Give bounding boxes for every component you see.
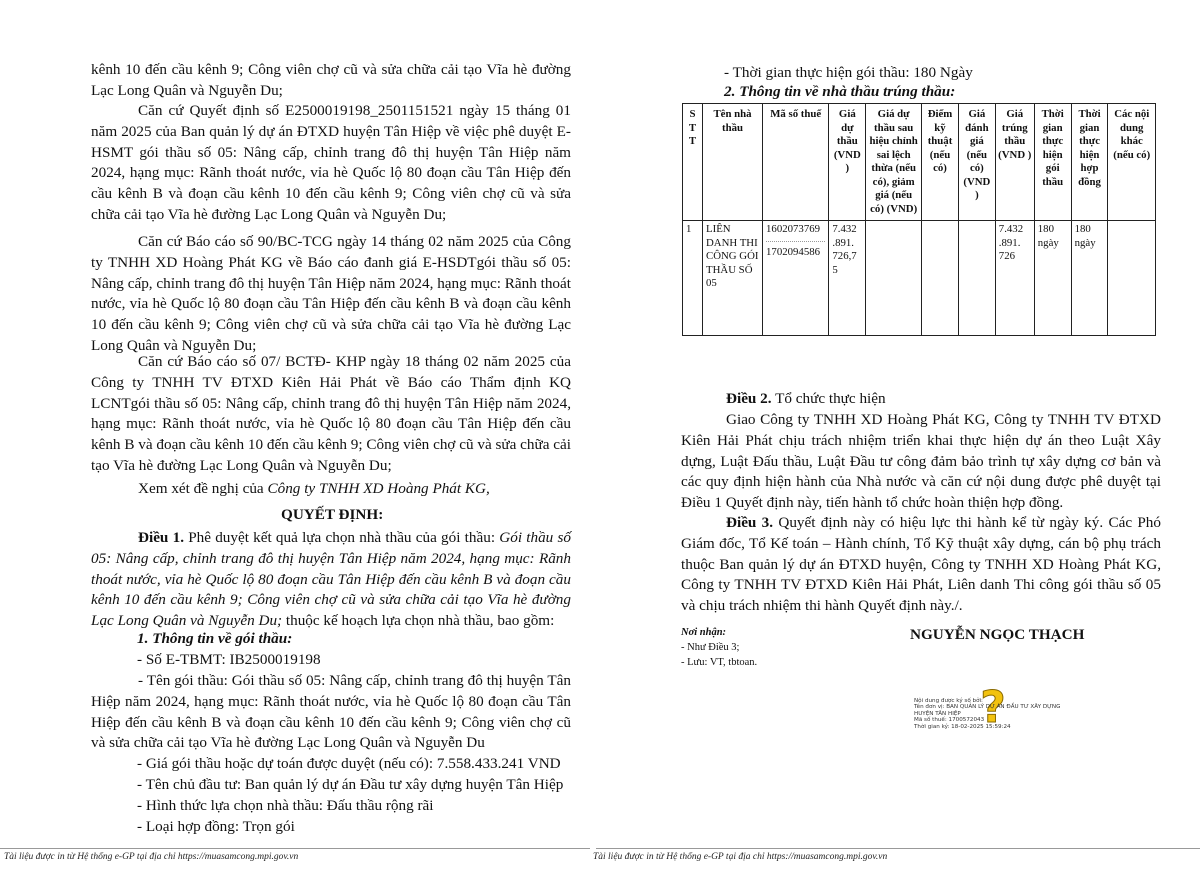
tax-code-2: 1702094586	[766, 245, 821, 258]
article-3-label: Điều 3.	[726, 514, 774, 531]
col-header-name: Tên nhà thầu	[703, 104, 763, 221]
col-header-stt: S T T	[683, 104, 703, 221]
col-header-award-price: Giá trúng thầu (VND )	[995, 104, 1034, 221]
cell-tech-score	[922, 221, 959, 336]
signature-line-3: Mã số thuế: 1700572043	[914, 717, 985, 724]
table-header-row	[683, 104, 1156, 221]
item-package-price: - Giá gói thầu hoặc dự toán được duyệt (nếu có): 7.558.433.241 VND	[137, 755, 561, 772]
tax-code-divider	[766, 241, 825, 242]
cell-contract-duration: 180 ngày	[1071, 221, 1108, 336]
digital-signature-stamp	[914, 682, 1064, 740]
consider-company: Công ty TNHH XD Hoàng Phát KG,	[267, 480, 490, 497]
left-page	[0, 0, 595, 891]
section-2-heading: 2. Thông tin về nhà thầu trúng thầu:	[724, 83, 956, 100]
item-duration: - Thời gian thực hiện gói thầu: 180 Ngày	[724, 64, 973, 81]
article-3-text: Quyết định này có hiệu lực thi hành kể từ ngày ký. Các Phó Giám đốc, Tổ Kế toán – Hành chính, Tổ Kỹ thuật xây dựng, cán bộ phụ trách thuộc Ban quản lý dự án ĐTXD huyện, Công ty TNHH XD Hoàng Phát KG, Công ty TNHH TV ĐTXD Kiên Hải Phát, Liên danh Thi công gói thầu số 05 và chịu trách nhiệm thi hành Quyết định này./.	[681, 514, 1161, 615]
consider-prefix: Xem xét đề nghị của	[138, 480, 268, 497]
recipient-2: - Lưu: VT, tbtoan.	[681, 657, 758, 668]
cell-package-duration: 180 ngày	[1034, 221, 1071, 336]
paragraph-appraisal-basis: Căn cứ Báo cáo số 07/ BCTĐ- KHP ngày 18 tháng 02 năm 2025 của Công ty TNHH TV ĐTXD Kiên Hải Phát về Báo cáo Thẩm định KQ LCNTgói thầu số 05: Nâng cấp, chỉnh trang đô thị huyện Tân Hiệp năm 2024, hạng mục: Rãnh thoát nước, vỉa hè Quốc lộ 80 đoạn cầu Tân Hiệp đến cầu kênh B và đoạn cầu kênh 10 đến cầu kênh 9; Công viên chợ cũ và sửa chữa cải tạo Vĩa hè đường Lạc Long Quân và Nguyễn Du;	[91, 353, 571, 474]
paragraph-consideration	[91, 479, 571, 500]
col-header-eval-price: Giá đánh giá (nếu có) (VND )	[958, 104, 995, 221]
paragraph-decision-basis: Căn cứ Quyết định số E2500019198_2501151521 ngày 15 tháng 01 năm 2025 của Ban quản lý dự án ĐTXD huyện Tân Hiệp về việc phê duyệt E-HSMT gói thầu số 05: Nâng cấp, chỉnh trang đô thị huyện Tân Hiệp năm 2024, hạng mục: Rãnh thoát nước, vỉa hè Quốc lộ 80 đoạn cầu Tân Hiệp đến cầu kênh B và đoạn cầu kênh 10 đến cầu kênh 9; Công viên chợ cũ và sửa chữa cải tạo Vĩa hè đường Lạc Long Quân và Nguyễn Du;	[91, 102, 571, 223]
decision-heading: QUYẾT ĐỊNH:	[281, 506, 384, 523]
recipients-label: Nơi nhận:	[681, 627, 727, 638]
section-1-heading: 1. Thông tin về gói thầu:	[137, 630, 293, 647]
signature-line-1: Nội dung được ký số bởi:	[914, 698, 983, 704]
item-selection-method: - Hình thức lựa chọn nhà thầu: Đấu thầu rộng rãi	[137, 797, 434, 814]
page-footer-right: Tài liệu được in từ Hệ thống e-GP tại địa chỉ https://muasamcong.mpi.gov.vn	[593, 852, 888, 862]
cell-adjusted-price	[866, 221, 922, 336]
paragraph-report-basis: Căn cứ Báo cáo số 90/BC-TCG ngày 14 tháng 02 năm 2025 của Công ty TNHH XD Hoàng Phát KG về Báo cáo đanh giá E-HSDTgói thầu số 05: Nâng cấp, chỉnh trang đô thị huyện Tân Hiệp năm 2024, hạng mục: Rãnh thoát nước, vỉa hè Quốc lộ 80 đoạn cầu Tân Hiệp đến cầu kênh B và đoạn cầu kênh 10 đến cầu kênh 9; Công viên chợ cũ và sửa chữa cải tạo Vĩa hè đường Lạc Long Quân và Nguyễn Du;	[91, 233, 571, 354]
col-header-bid-price: Giá dự thầu (VND )	[829, 104, 866, 221]
article-2-title: Tổ chức thực hiện	[771, 390, 886, 407]
cell-stt: 1	[683, 221, 703, 336]
article-1	[91, 528, 571, 632]
signature-line-4: Thời gian ký: 18-02-2025 15:59:24	[914, 723, 1011, 730]
article-1-package: Gói thầu số 05: Nâng cấp, chỉnh trang đô thị huyện Tân Hiệp năm 2024, hạng mục: Rãnh thoát nước, vỉa hè Quốc lộ 80 đoạn cầu Tân Hiệp đến cầu kênh B và đoạn cầu kênh 10 đến cầu kênh 9; Công viên chợ cũ và sửa chữa cải tạo Vĩa hè đường Lạc Long Quân và Nguyễn Du;	[91, 529, 571, 630]
col-header-other: Các nội dung khác (nếu có)	[1108, 104, 1156, 221]
footer-divider-right	[596, 848, 1200, 849]
col-header-contract-duration: Thời gian thực hiện hợp đồng	[1071, 104, 1108, 221]
article-1-tail: thuộc kế hoạch lựa chọn nhà thầu, bao gồm:	[282, 612, 555, 630]
signer-name: NGUYỄN NGỌC THẠCH	[910, 626, 1085, 643]
item-investor: - Tên chủ đầu tư: Ban quản lý dự án Đầu tư xây dựng huyện Tân Hiệp	[137, 776, 564, 793]
article-1-text: Phê duyệt kết quả lựa chọn nhà thầu của gói thầu:	[183, 529, 500, 546]
cell-tax-codes	[763, 221, 829, 336]
signature-line-2: Tên đơn vị: BAN QUẢN LÝ DỰ ÁN ĐẦU TƯ XÂY DỰNG HUYỆN TÂN HIỆP	[914, 704, 1061, 717]
table-row	[683, 221, 1156, 336]
cell-bid-price: 7.432 .891. 726,7 5	[829, 221, 866, 336]
col-header-tax: Mã số thuế	[763, 104, 829, 221]
recipient-1: - Như Điều 3;	[681, 642, 740, 653]
footer-divider	[0, 848, 590, 849]
tax-code-1: 1602073769	[766, 223, 821, 235]
article-2-heading	[726, 389, 886, 410]
item-tbmt: - Số E-TBMT: IB2500019198	[137, 651, 321, 668]
paragraph-continuation: kênh 10 đến cầu kênh 9; Công viên chợ cũ và sửa chữa cải tạo Vĩa hè đường Lạc Long Quân và Nguyễn Du;	[91, 61, 571, 99]
winning-bidder-table	[682, 103, 1156, 336]
col-header-tech-score: Điểm kỹ thuật (nếu có)	[922, 104, 959, 221]
cell-bidder-name: LIÊN DANH THI CÔNG GÓI THẦU SỐ 05	[703, 221, 763, 336]
page-footer: Tài liệu được in từ Hệ thống e-GP tại địa chỉ https://muasamcong.mpi.gov.vn	[4, 852, 299, 862]
item-contract-type: - Loại hợp đồng: Trọn gói	[137, 818, 295, 835]
article-2-text: Giao Công ty TNHH XD Hoàng Phát KG, Công ty TNHH TV ĐTXD Kiên Hải Phát chịu trách nhiệm triển khai thực hiện dự án theo Luật Xây dựng, Luật Đấu thầu, Luật Đầu tư công đảm bảo trình tự xây dựng cơ bản và các quy định hiện hành của Nhà nước và căn cứ nội dung được phê duyệt tại Điều 1 Quyết định này, tiến hành tổ chức hoàn thiện hợp đồng.	[681, 411, 1161, 512]
cell-other	[1108, 221, 1156, 336]
item-package-name: - Tên gói thầu: Gói thầu số 05: Nâng cấp, chỉnh trang đô thị huyện Tân Hiệp năm 2024, hạng mục: Rãnh thoát nước, vỉa hè Quốc lộ 80 đoạn cầu Tân Hiệp đến cầu kênh B và đoạn cầu kênh 10 đến cầu kênh 9; Công viên chợ cũ và sửa chữa cải tạo Vĩa hè đường Lạc Long Quân và Nguyễn Du	[91, 672, 571, 752]
article-1-label: Điều 1.	[138, 529, 184, 546]
svg-text:?: ?	[980, 682, 1006, 728]
signature-details	[914, 698, 1064, 730]
article-2-label: Điều 2.	[726, 390, 772, 407]
cell-award-price: 7.432 .891. 726	[995, 221, 1034, 336]
article-3	[681, 513, 1161, 617]
cell-eval-price	[958, 221, 995, 336]
col-header-package-duration: Thời gian thực hiện gói thầu	[1034, 104, 1071, 221]
col-header-adjusted-price: Giá dự thầu sau hiệu chỉnh sai lệch thừa (nếu có), giảm giá (nếu có) (VND)	[866, 104, 922, 221]
